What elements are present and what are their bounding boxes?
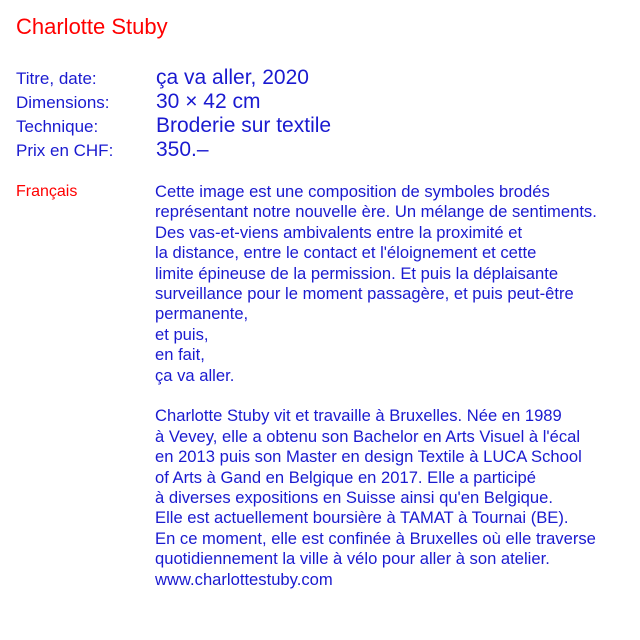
text-line: of Arts à Gand en Belgique en 2017. Elle a participé: [155, 467, 536, 487]
language-label: Français: [16, 183, 78, 200]
website-link[interactable]: www.charlottestuby.com: [155, 569, 333, 589]
text-line: en fait,: [155, 345, 205, 365]
text-line: à Vevey, elle a obtenu son Bachelor en Arts Visuel à l'écal: [155, 426, 581, 446]
text-line: En ce moment, elle est confinée à Bruxelles où elle traverse: [155, 528, 596, 548]
text-line: Des vas-et-viens ambivalents entre la proximité et: [155, 222, 523, 242]
text-line: permanente,: [155, 304, 249, 324]
text-line: limite épineuse de la permission. Et puis la déplaisante: [155, 263, 559, 283]
meta-row-technique: [16, 114, 626, 138]
artwork-meta: [16, 66, 626, 162]
text-line: quotidiennement la ville à vélo pour aller à son atelier.: [155, 549, 550, 569]
text-line: à diverses expositions en Suisse ainsi qu'en Belgique.: [155, 488, 553, 508]
meta-label: Dimensions:: [16, 93, 110, 112]
meta-row-price: [16, 138, 626, 162]
artist-name: Charlotte Stuby: [16, 14, 168, 39]
meta-label: Technique:: [16, 117, 99, 136]
meta-row-title: [16, 66, 626, 90]
text-line: Cette image est une composition de symboles brodés: [155, 182, 550, 201]
description-paragraph-2: [155, 406, 635, 590]
description-paragraph-1: [155, 182, 635, 386]
text-line: surveillance pour le moment passagère, et puis peut-être: [155, 284, 574, 304]
meta-value: 30 × 42 cm: [156, 90, 261, 113]
text-line: et puis,: [155, 324, 209, 344]
text-line: représentant notre nouvelle ère. Un mélange de sentiments.: [155, 202, 597, 222]
text-line: Elle est actuellement boursière à TAMAT à Tournai (BE).: [155, 508, 569, 528]
text-line: ça va aller.: [155, 365, 235, 385]
meta-value: Broderie sur textile: [156, 114, 332, 137]
meta-label: Titre, date:: [16, 69, 97, 88]
text-line: Charlotte Stuby vit et travaille à Bruxelles. Née en 1989: [155, 406, 562, 426]
text-line: la distance, entre le contact et l'éloignement et cette: [155, 243, 537, 263]
meta-row-dimensions: [16, 90, 626, 114]
description-text: [155, 182, 635, 590]
paragraph-spacer: [155, 386, 635, 406]
meta-value: 350.–: [156, 138, 209, 161]
meta-label: Prix en CHF:: [16, 141, 114, 160]
meta-value: ça va aller, 2020: [156, 66, 309, 89]
text-line: en 2013 puis son Master en design Textile à LUCA School: [155, 447, 582, 467]
